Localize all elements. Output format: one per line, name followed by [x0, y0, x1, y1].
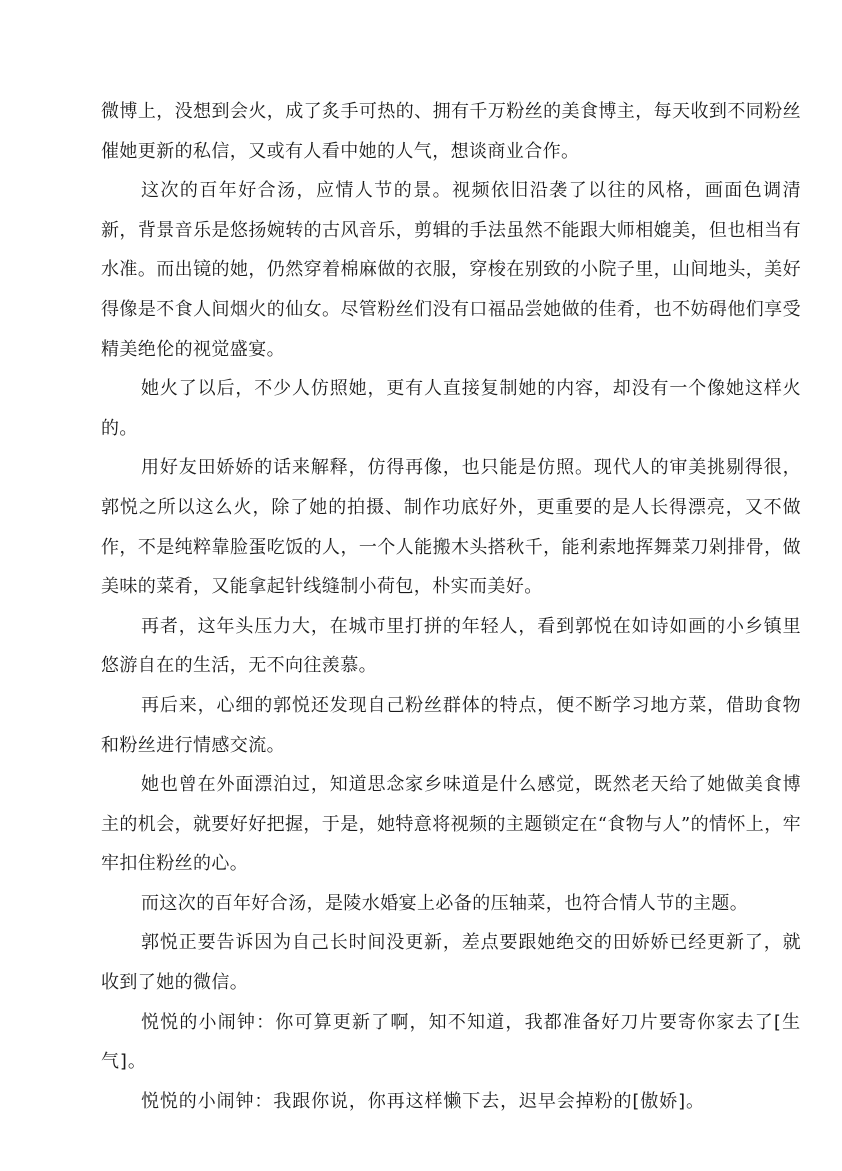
- paragraph: 再者，这年头压力大，在城市里打拼的年轻人，看到郭悦在如诗如画的小乡镇里悠游自在的生活，无不向往羡慕。: [101, 615, 801, 677]
- paragraph: 这次的百年好合汤，应情人节的景。视频依旧沿袭了以往的风格，画面色调清新，背景音乐是悠扬婉转的古风音乐，剪辑的手法虽然不能跟大师相媲美，但也相当有水准。而出镜的她，仍然穿着棉麻做的衣服，穿梭在别致的小院子里，山间地头，美好得像是不食人间烟火的仙女。尽管粉丝们没有口福品尝她做的佳肴，也不妨碍他们享受精美绝伦的视觉盛宴。: [101, 180, 801, 360]
- paragraph: 微博上，没想到会火，成了炙手可热的、拥有千万粉丝的美食博主，每天收到不同粉丝催她更新的私信，又或有人看中她的人气，想谈商业合作。: [101, 101, 801, 162]
- paragraph: 她也曾在外面漂泊过，知道思念家乡味道是什么感觉，既然老天给了她做美食博主的机会，就要好好把握，于是，她特意将视频的主题锁定在“食物与人”的情怀上，牢牢扣住粉丝的心。: [101, 774, 802, 875]
- document-page: [101, 92, 801, 1121]
- paragraph: 郭悦正要告诉因为自己长时间没更新，差点要跟她绝交的田娇娇已经更新了，就收到了她的微信。: [101, 932, 801, 994]
- chat-message: 悦悦的小闹钟：你可算更新了啊，知不知道，我都准备好刀片要寄你家去了[生气]。: [101, 1011, 801, 1073]
- paragraph: 用好友田娇娇的话来解释，仿得再像，也只能是仿照。现代人的审美挑剔得很，郭悦之所以这么火，除了她的拍摄、制作功底好外，更重要的是人长得漂亮，又不做作，不是纯粹靠脸蛋吃饭的人，一个人能搬木头搭秋千，能利索地挥舞菜刀剁排骨，做美味的菜肴，又能拿起针线缝制小荷包，朴实而美好。: [101, 457, 801, 598]
- paragraph: 再后来，心细的郭悦还发现自己粉丝群体的特点，便不断学习地方菜，借助食物和粉丝进行情感交流。: [101, 694, 801, 756]
- paragraph: 而这次的百年好合汤，是陵水婚宴上必备的压轴菜，也符合情人节的主题。: [141, 892, 749, 914]
- chat-message: 悦悦的小闹钟：我跟你说，你再这样懒下去，迟早会掉粉的[傲娇]。: [141, 1090, 705, 1112]
- paragraph: 她火了以后，不少人仿照她，更有人直接复制她的内容，却没有一个像她这样火的。: [101, 378, 801, 439]
